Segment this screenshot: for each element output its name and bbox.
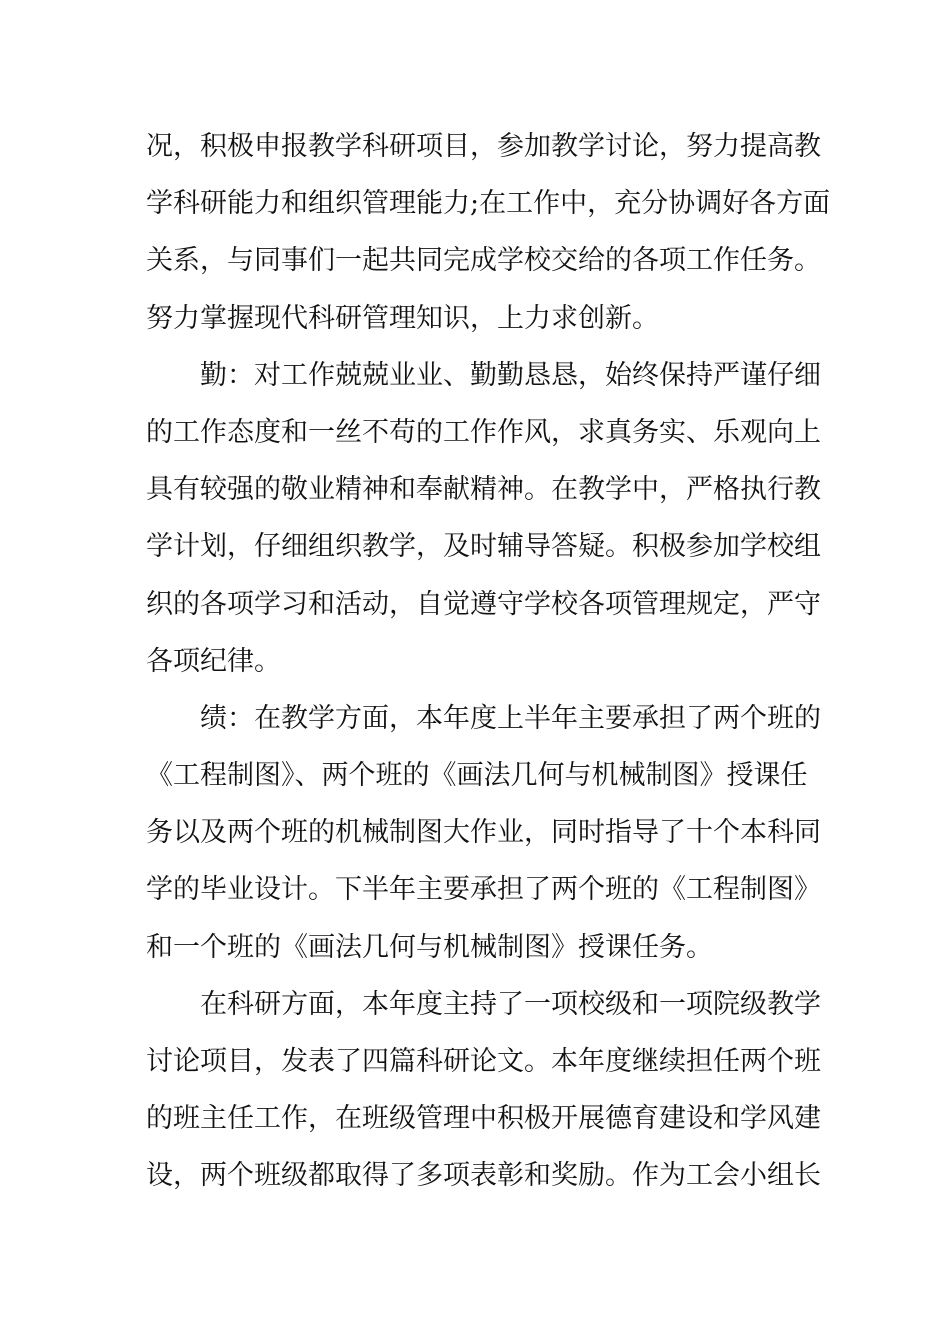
text-line: 的工作态度和一丝不苟的工作作风，求真务实、乐观向上 — [146, 416, 821, 448]
text-line: 具有较强的敬业精神和奉献精神。在教学中，严格执行教 — [146, 474, 821, 506]
text-line: 织的各项学习和活动，自觉遵守学校各项管理规定，严守 — [146, 588, 821, 620]
text-line: 学科研能力和组织管理能力;在工作中，充分协调好各方面 — [146, 188, 831, 220]
text-line: 努力掌握现代科研管理知识，上力求创新。 — [146, 302, 659, 334]
text-line: 关系，与同事们一起共同完成学校交给的各项工作任务。 — [146, 245, 821, 277]
text-line: 务以及两个班的机械制图大作业，同时指导了十个本科同 — [146, 817, 821, 849]
text-line: 《工程制图》、两个班的《画法几何与机械制图》授课任 — [146, 760, 808, 792]
paragraph-first-line: 绩：在教学方面，本年度上半年主要承担了两个班的 — [200, 702, 821, 734]
text-line: 讨论项目，发表了四篇科研论文。本年度继续担任两个班 — [146, 1046, 821, 1077]
document-body — [146, 118, 831, 1205]
text-line: 况，积极申报教学科研项目，参加教学讨论，努力提高教 — [146, 131, 821, 162]
paragraph-first-line: 在科研方面，本年度主持了一项校级和一项院级教学 — [200, 988, 821, 1020]
text-line: 学的毕业设计。下半年主要承担了两个班的《工程制图》 — [146, 874, 821, 906]
text-line: 学计划，仔细组织教学，及时辅导答疑。积极参加学校组 — [146, 531, 821, 563]
text-line: 和一个班的《画法几何与机械制图》授课任务。 — [146, 931, 713, 963]
text-line: 各项纪律。 — [146, 645, 281, 677]
paragraph-first-line: 勤：对工作兢兢业业、勤勤恳恳，始终保持严谨仔细 — [200, 359, 821, 391]
text-line: 设，两个班级都取得了多项表彰和奖励。作为工会小组长 — [146, 1160, 821, 1192]
text-line: 的班主任工作，在班级管理中积极开展德育建设和学风建 — [146, 1103, 821, 1135]
